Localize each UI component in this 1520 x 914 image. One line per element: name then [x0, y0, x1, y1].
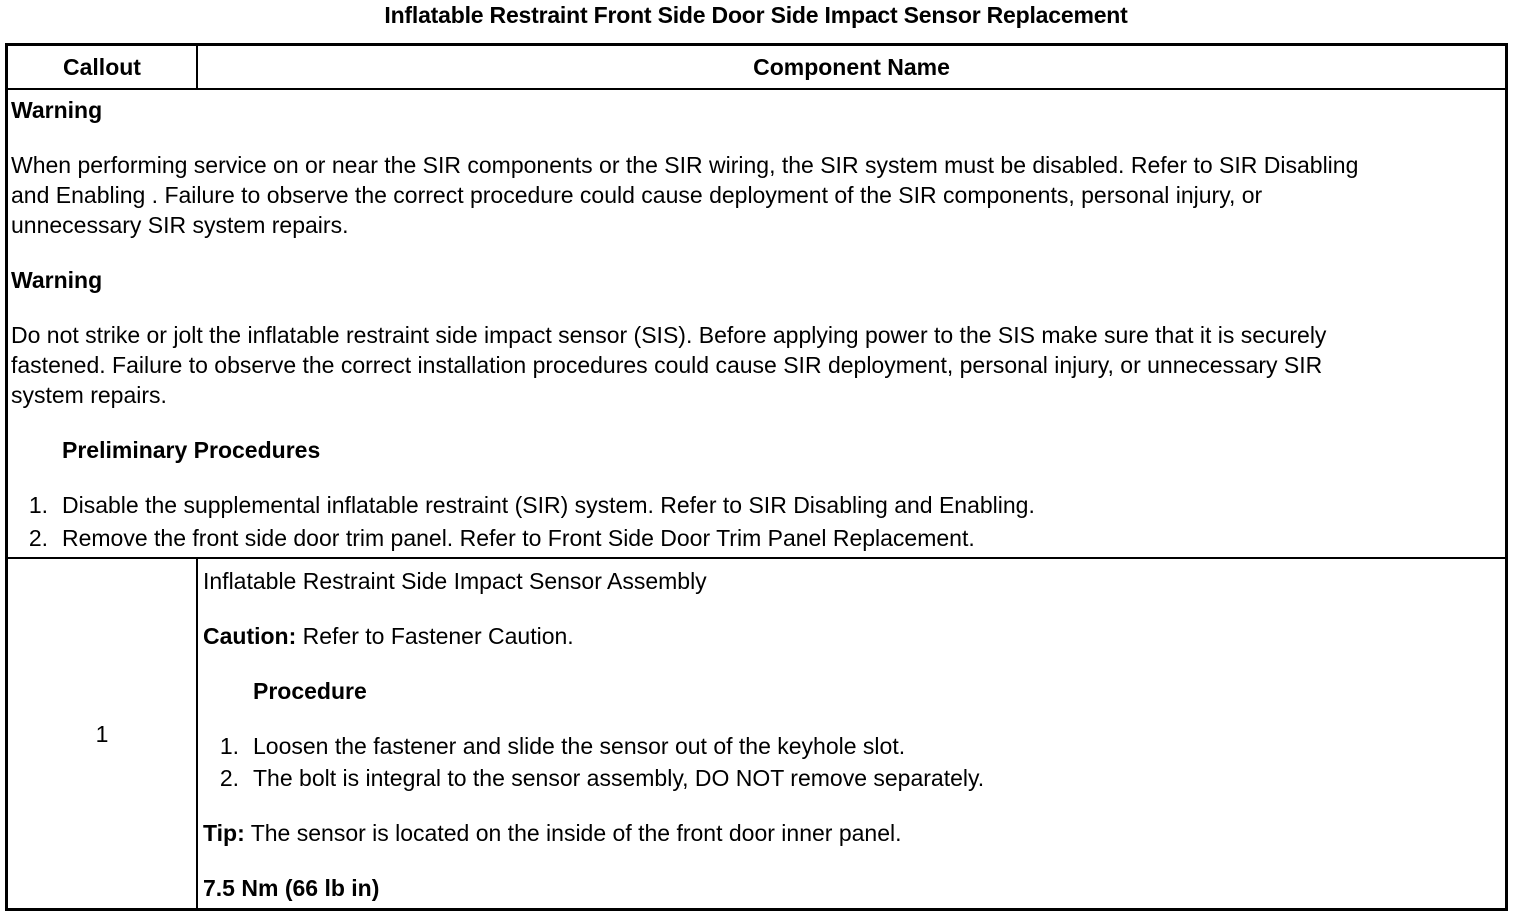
header-rule [8, 88, 1505, 90]
tip-label: Tip: [203, 820, 245, 846]
warning-text-2-line-3: system repairs. [11, 382, 167, 408]
header-component-name: Component Name [753, 54, 950, 80]
row-1-step-2-text: The bolt is integral to the sensor assembly, DO NOT remove separately. [253, 765, 985, 791]
row-1-component-name: Inflatable Restraint Side Impact Sensor Assembly [203, 568, 707, 594]
row-1-callout: 1 [95, 721, 109, 747]
warning-text-1-line-1: When performing service on or near the SIR components or the SIR wiring, the SIR system must be disabled. Refer to SIR Disabling [11, 152, 1359, 178]
row-1-step-1-number: 1. [219, 733, 239, 759]
procedure-table [5, 43, 1508, 911]
header-callout: Callout [63, 54, 141, 80]
intro-rule [8, 557, 1505, 559]
warning-text-1-line-2: and Enabling . Failure to observe the correct procedure could cause deployment of the SIR components, personal injury, or [11, 182, 1263, 208]
row-1-torque-spec: 7.5 Nm (66 lb in) [203, 875, 380, 901]
caution-label: Caution: [203, 623, 297, 649]
row-1-divider [196, 559, 198, 908]
row-1-step-1-text: Loosen the fastener and slide the sensor out of the keyhole slot. [253, 733, 906, 759]
preliminary-step-2-text: Remove the front side door trim panel. Refer to Front Side Door Trim Panel Replacement. [62, 525, 975, 551]
warning-text-2-line-1: Do not strike or jolt the inflatable restraint side impact sensor (SIS). Before applying power to the SIS make sure that it is securely [11, 322, 1327, 348]
caution-text: Refer to Fastener Caution. [296, 623, 574, 649]
row-1-procedure-heading: Procedure [253, 678, 367, 704]
row-1-step-2-number: 2. [219, 765, 239, 791]
preliminary-heading: Preliminary Procedures [62, 437, 321, 463]
preliminary-step-1-number: 1. [28, 492, 48, 518]
warning-text-1-line-3: unnecessary SIR system repairs. [11, 212, 349, 238]
preliminary-step-1-text: Disable the supplemental inflatable restraint (SIR) system. Refer to SIR Disabling and Enabling. [62, 492, 1035, 518]
warning-text-2-line-2: fastened. Failure to observe the correct installation procedures could cause SIR deployment, personal injury, or unnecessary SIR [11, 352, 1323, 378]
row-1-caution [203, 621, 574, 651]
warning-heading-1: Warning [11, 97, 103, 123]
preliminary-step-2-number: 2. [28, 525, 48, 551]
warning-heading-2: Warning [11, 267, 103, 293]
tip-text: The sensor is located on the inside of the front door inner panel. [244, 820, 902, 846]
row-1-tip [203, 818, 902, 848]
document-title: Inflatable Restraint Front Side Door Side Impact Sensor Replacement [384, 2, 1128, 28]
